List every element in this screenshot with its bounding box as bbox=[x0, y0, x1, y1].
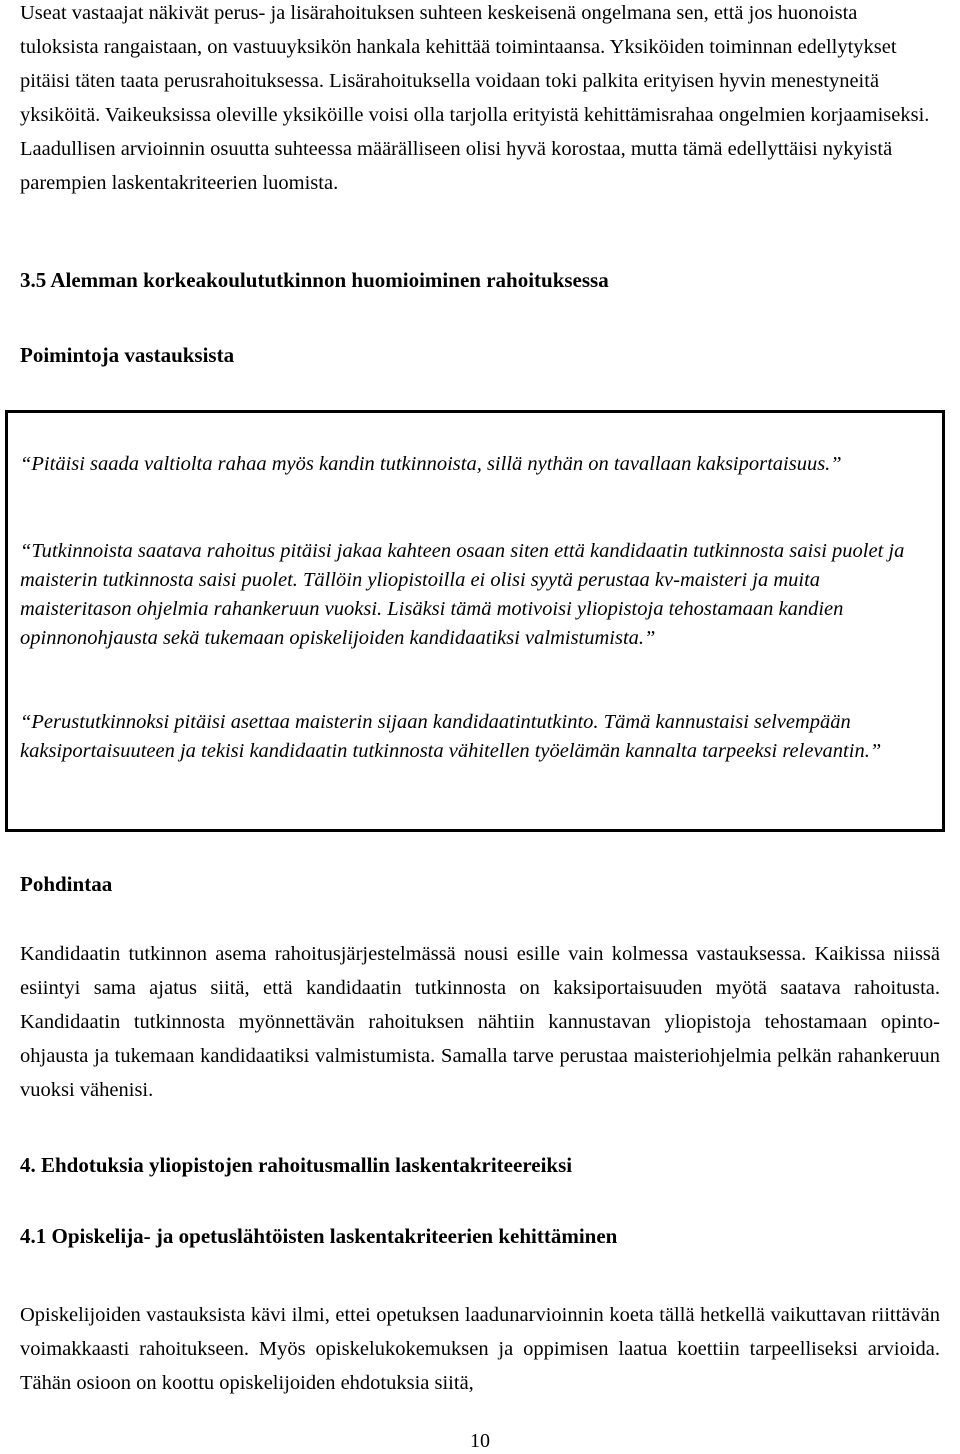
reflection-heading: Pohdintaa bbox=[20, 872, 113, 896]
final-paragraph: Opiskelijoiden vastauksista kävi ilmi, ettei opetuksen laadunarvioinnin koeta tällä hetkellä vaikuttavan riittävän voimakkaasti rahoitukseen. Myös opiskelukokemuksen ja oppimisen laatua koettiin tarpeelliseksi arvioida. Tähän osioon on koottu opiskelijoiden ehdotuksia siitä, bbox=[20, 1304, 940, 1394]
section-heading-3-5: 3.5 Alemman korkeakoulututkinnon huomioiminen rahoituksessa bbox=[20, 268, 609, 292]
quote-1: “Pitäisi saada valtiolta rahaa myös kandin tutkinnoista, sillä nythän on tavallaan kaksiportaisuus.” bbox=[20, 453, 842, 475]
quote-2: “Tutkinnoista saatava rahoitus pitäisi jakaa kahteen osaan siten että kandidaatin tutkinnosta saisi puolet ja maisterin tutkinnosta saisi puolet. Tällöin yliopistoilla ei olisi syytä perustaa kv-maisteri ja muita maisteritason ohjelmia rahankeruun vuoksi. Lisäksi tämä motivoisi yliopistoja tehostamaan kandien opinnonohjausta sekä tukemaan opiskelijoiden kandidaatiksi valmistumista.” bbox=[20, 540, 905, 649]
section-heading-4: 4. Ehdotuksia yliopistojen rahoitusmallin laskentakriteereiksi bbox=[20, 1153, 573, 1177]
section-heading-4-1: 4.1 Opiskelija- ja opetuslähtöisten laskentakriteerien kehittäminen bbox=[20, 1224, 618, 1248]
page-number: 10 bbox=[470, 1430, 490, 1452]
intro-paragraph: Useat vastaajat näkivät perus- ja lisärahoituksen suhteen keskeisenä ongelmana sen, että jos huonoista tuloksista rangaistaan, on vastuuyksikön hankala kehittää toimintaansa. Yksiköiden toiminnan edellytykset pitäisi täten taata perusrahoituksessa. Lisärahoituksella voidaan toki palkita erityisen hyvin menestyneitä yksiköitä. Vaikeuksissa oleville yksiköille voisi olla tarjolla erityistä kehittämisrahaa ongelmien korjaamiseksi. Laadullisen arvioinnin osuutta suhteessa määrälliseen olisi hyvä korostaa, mutta tämä edellyttäisi nykyistä parempien laskentakriteerien luomista. bbox=[20, 2, 930, 194]
quotes-heading: Poimintoja vastauksista bbox=[20, 343, 235, 367]
reflection-paragraph: Kandidaatin tutkinnon asema rahoitusjärjestelmässä nousi esille vain kolmessa vastauksessa. Kaikissa niissä esiintyi sama ajatus siitä, että kandidaatin tutkinnosta on kaksiportaisuuden myötä saatava rahoitusta. Kandidaatin tutkinnosta myönnettävän rahoituksen nähtiin kannustavan yliopistoja tehostamaan opinto-ohjausta ja tukemaan kandidaatiksi valmistumista. Samalla tarve perustaa maisteriohjelmia pelkän rahankeruun vuoksi vähenisi. bbox=[20, 943, 940, 1101]
quotes-box bbox=[5, 410, 945, 832]
quote-3: “Perustutkinnoksi pitäisi asettaa maisterin sijaan kandidaatintutkinto. Tämä kannustaisi selvempään kaksiportaisuuteen ja tekisi kandidaatin tutkinnosta vähitellen työelämän kannalta tarpeeksi relevantin.” bbox=[20, 711, 882, 762]
